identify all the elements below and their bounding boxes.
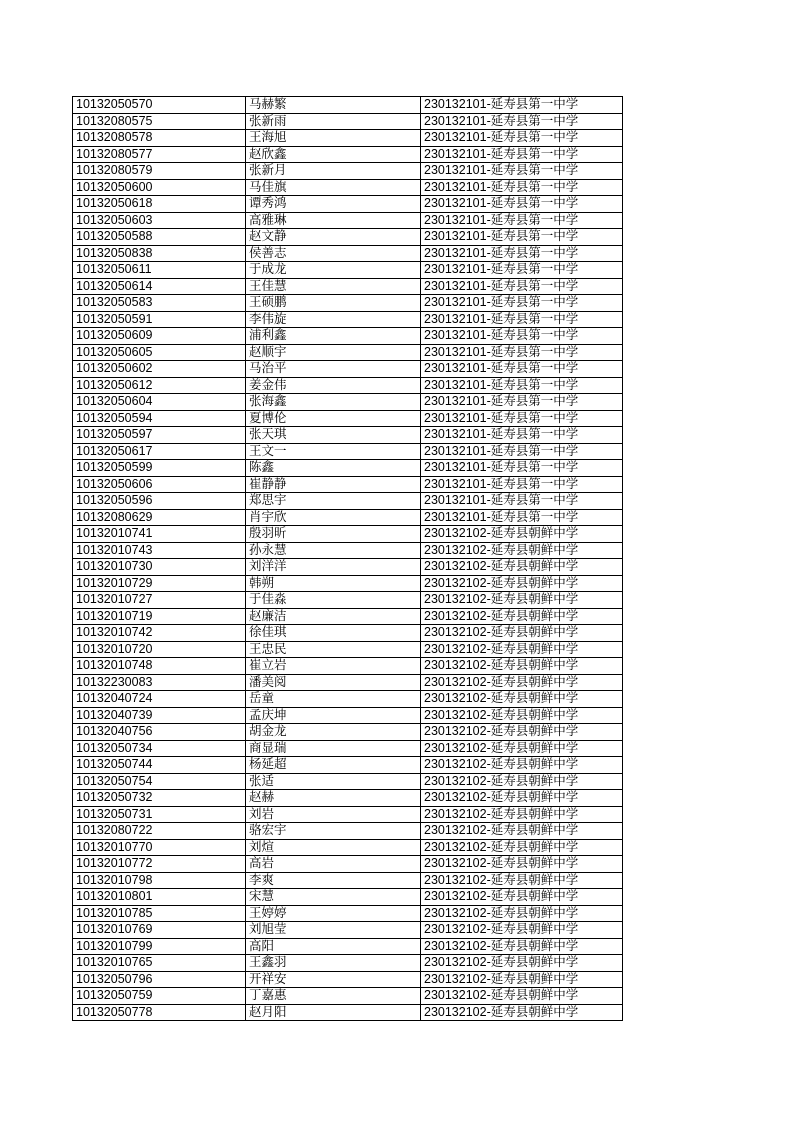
student-name-cell: 王文一: [246, 443, 421, 460]
school-cell: 230132102-延寿县朝鲜中学: [421, 526, 623, 543]
student-id-cell: 10132010748: [73, 658, 246, 675]
school-cell: 230132102-延寿县朝鲜中学: [421, 922, 623, 939]
student-name-cell: 殷羽昕: [246, 526, 421, 543]
student-id-cell: 10132050744: [73, 757, 246, 774]
student-id-cell: 10132050759: [73, 988, 246, 1005]
school-cell: 230132102-延寿县朝鲜中学: [421, 724, 623, 741]
student-name-cell: 肖宇欣: [246, 509, 421, 526]
student-name-cell: 马佳旗: [246, 179, 421, 196]
student-id-cell: 10132010730: [73, 559, 246, 576]
student-id-cell: 10132050594: [73, 410, 246, 427]
school-cell: 230132102-延寿县朝鲜中学: [421, 790, 623, 807]
student-name-cell: 马赫繁: [246, 97, 421, 114]
student-id-cell: 10132010742: [73, 625, 246, 642]
student-id-cell: 10132050732: [73, 790, 246, 807]
table-row: [73, 113, 623, 130]
table-row: [73, 377, 623, 394]
student-id-cell: 10132050612: [73, 377, 246, 394]
student-id-cell: 10132050570: [73, 97, 246, 114]
student-id-cell: 10132050597: [73, 427, 246, 444]
school-cell: 230132102-延寿县朝鲜中学: [421, 592, 623, 609]
roster-body: [73, 97, 623, 1021]
table-row: [73, 509, 623, 526]
student-id-cell: 10132010743: [73, 542, 246, 559]
student-name-cell: 丁嘉惠: [246, 988, 421, 1005]
student-id-cell: 10132080577: [73, 146, 246, 163]
school-cell: 230132102-延寿县朝鲜中学: [421, 674, 623, 691]
school-cell: 230132102-延寿县朝鲜中学: [421, 691, 623, 708]
student-name-cell: 岳童: [246, 691, 421, 708]
student-name-cell: 刘旭莹: [246, 922, 421, 939]
student-id-cell: 10132010769: [73, 922, 246, 939]
student-name-cell: 崔立岩: [246, 658, 421, 675]
student-id-cell: 10132050796: [73, 971, 246, 988]
table-row: [73, 922, 623, 939]
student-id-cell: 10132050603: [73, 212, 246, 229]
school-cell: 230132101-延寿县第一中学: [421, 229, 623, 246]
student-name-cell: 王婷婷: [246, 905, 421, 922]
student-name-cell: 谭秀鸿: [246, 196, 421, 213]
table-row: [73, 493, 623, 510]
table-row: [73, 740, 623, 757]
table-row: [73, 427, 623, 444]
table-row: [73, 707, 623, 724]
student-id-cell: 10132080722: [73, 823, 246, 840]
student-id-cell: 10132230083: [73, 674, 246, 691]
school-cell: 230132101-延寿县第一中学: [421, 509, 623, 526]
student-name-cell: 杨延超: [246, 757, 421, 774]
school-cell: 230132102-延寿县朝鲜中学: [421, 872, 623, 889]
student-id-cell: 10132080629: [73, 509, 246, 526]
student-name-cell: 张新雨: [246, 113, 421, 130]
table-row: [73, 856, 623, 873]
student-id-cell: 10132010770: [73, 839, 246, 856]
table-row: [73, 757, 623, 774]
school-cell: 230132102-延寿县朝鲜中学: [421, 575, 623, 592]
school-cell: 230132101-延寿县第一中学: [421, 361, 623, 378]
student-name-cell: 韩朔: [246, 575, 421, 592]
student-id-cell: 10132050734: [73, 740, 246, 757]
school-cell: 230132101-延寿县第一中学: [421, 328, 623, 345]
school-cell: 230132101-延寿县第一中学: [421, 130, 623, 147]
table-row: [73, 262, 623, 279]
table-row: [73, 823, 623, 840]
school-cell: 230132102-延寿县朝鲜中学: [421, 988, 623, 1005]
student-id-cell: 10132010727: [73, 592, 246, 609]
student-name-cell: 开祥安: [246, 971, 421, 988]
table-row: [73, 691, 623, 708]
student-id-cell: 10132010798: [73, 872, 246, 889]
student-id-cell: 10132010772: [73, 856, 246, 873]
table-row: [73, 278, 623, 295]
student-name-cell: 王忠民: [246, 641, 421, 658]
school-cell: 230132101-延寿县第一中学: [421, 493, 623, 510]
student-name-cell: 浦利鑫: [246, 328, 421, 345]
student-name-cell: 刘煊: [246, 839, 421, 856]
student-id-cell: 10132010765: [73, 955, 246, 972]
table-row: [73, 179, 623, 196]
student-id-cell: 10132050583: [73, 295, 246, 312]
school-cell: 230132102-延寿县朝鲜中学: [421, 658, 623, 675]
school-cell: 230132102-延寿县朝鲜中学: [421, 938, 623, 955]
school-cell: 230132101-延寿县第一中学: [421, 163, 623, 180]
table-row: [73, 245, 623, 262]
student-id-cell: 10132050614: [73, 278, 246, 295]
student-id-cell: 10132050591: [73, 311, 246, 328]
school-cell: 230132102-延寿县朝鲜中学: [421, 955, 623, 972]
table-row: [73, 212, 623, 229]
student-id-cell: 10132010729: [73, 575, 246, 592]
student-name-cell: 于成龙: [246, 262, 421, 279]
student-name-cell: 张天琪: [246, 427, 421, 444]
school-cell: 230132101-延寿县第一中学: [421, 476, 623, 493]
table-row: [73, 575, 623, 592]
table-row: [73, 229, 623, 246]
school-cell: 230132101-延寿县第一中学: [421, 179, 623, 196]
school-cell: 230132102-延寿县朝鲜中学: [421, 971, 623, 988]
table-row: [73, 971, 623, 988]
student-id-cell: 10132040739: [73, 707, 246, 724]
table-row: [73, 905, 623, 922]
student-name-cell: 王硕鹏: [246, 295, 421, 312]
student-name-cell: 刘洋洋: [246, 559, 421, 576]
student-name-cell: 赵欣鑫: [246, 146, 421, 163]
table-row: [73, 295, 623, 312]
student-name-cell: 郑思宇: [246, 493, 421, 510]
student-name-cell: 侯善志: [246, 245, 421, 262]
school-cell: 230132102-延寿县朝鲜中学: [421, 856, 623, 873]
student-id-cell: 10132050731: [73, 806, 246, 823]
student-id-cell: 10132010801: [73, 889, 246, 906]
student-name-cell: 胡金龙: [246, 724, 421, 741]
student-name-cell: 张新月: [246, 163, 421, 180]
table-row: [73, 410, 623, 427]
table-row: [73, 839, 623, 856]
student-id-cell: 10132050611: [73, 262, 246, 279]
table-row: [73, 658, 623, 675]
student-id-cell: 10132010741: [73, 526, 246, 543]
table-row: [73, 443, 623, 460]
table-row: [73, 196, 623, 213]
student-id-cell: 10132050596: [73, 493, 246, 510]
student-id-cell: 10132050599: [73, 460, 246, 477]
school-cell: 230132102-延寿县朝鲜中学: [421, 1004, 623, 1021]
student-name-cell: 张海鑫: [246, 394, 421, 411]
school-cell: 230132102-延寿县朝鲜中学: [421, 625, 623, 642]
school-cell: 230132101-延寿县第一中学: [421, 410, 623, 427]
table-row: [73, 1004, 623, 1021]
school-cell: 230132101-延寿县第一中学: [421, 113, 623, 130]
school-cell: 230132101-延寿县第一中学: [421, 97, 623, 114]
student-name-cell: 马治平: [246, 361, 421, 378]
student-name-cell: 高雅琳: [246, 212, 421, 229]
school-cell: 230132101-延寿县第一中学: [421, 344, 623, 361]
table-row: [73, 592, 623, 609]
school-cell: 230132102-延寿县朝鲜中学: [421, 823, 623, 840]
student-id-cell: 10132050609: [73, 328, 246, 345]
student-id-cell: 10132050778: [73, 1004, 246, 1021]
student-name-cell: 陈鑫: [246, 460, 421, 477]
school-cell: 230132101-延寿县第一中学: [421, 377, 623, 394]
student-id-cell: 10132010720: [73, 641, 246, 658]
school-cell: 230132101-延寿县第一中学: [421, 427, 623, 444]
school-cell: 230132102-延寿县朝鲜中学: [421, 839, 623, 856]
school-cell: 230132101-延寿县第一中学: [421, 196, 623, 213]
student-id-cell: 10132050606: [73, 476, 246, 493]
table-row: [73, 328, 623, 345]
table-row: [73, 625, 623, 642]
student-name-cell: 李伟旋: [246, 311, 421, 328]
table-row: [73, 163, 623, 180]
table-row: [73, 542, 623, 559]
school-cell: 230132102-延寿县朝鲜中学: [421, 641, 623, 658]
school-cell: 230132102-延寿县朝鲜中学: [421, 608, 623, 625]
student-id-cell: 10132010719: [73, 608, 246, 625]
school-cell: 230132102-延寿县朝鲜中学: [421, 559, 623, 576]
table-row: [73, 938, 623, 955]
student-name-cell: 高岩: [246, 856, 421, 873]
student-name-cell: 赵文静: [246, 229, 421, 246]
roster-table: [72, 96, 623, 1021]
student-name-cell: 张适: [246, 773, 421, 790]
student-name-cell: 孙永慧: [246, 542, 421, 559]
table-row: [73, 608, 623, 625]
student-name-cell: 姜金伟: [246, 377, 421, 394]
student-id-cell: 10132050617: [73, 443, 246, 460]
school-cell: 230132102-延寿县朝鲜中学: [421, 773, 623, 790]
student-name-cell: 赵顺宇: [246, 344, 421, 361]
table-row: [73, 460, 623, 477]
student-name-cell: 王佳慧: [246, 278, 421, 295]
student-id-cell: 10132050754: [73, 773, 246, 790]
student-id-cell: 10132080578: [73, 130, 246, 147]
school-cell: 230132102-延寿县朝鲜中学: [421, 806, 623, 823]
table-row: [73, 311, 623, 328]
student-name-cell: 于佳淼: [246, 592, 421, 609]
table-row: [73, 526, 623, 543]
table-row: [73, 97, 623, 114]
table-row: [73, 146, 623, 163]
table-row: [73, 773, 623, 790]
school-cell: 230132101-延寿县第一中学: [421, 262, 623, 279]
student-id-cell: 10132050838: [73, 245, 246, 262]
school-cell: 230132101-延寿县第一中学: [421, 278, 623, 295]
student-name-cell: 骆宏宇: [246, 823, 421, 840]
student-id-cell: 10132040724: [73, 691, 246, 708]
school-cell: 230132101-延寿县第一中学: [421, 295, 623, 312]
table-row: [73, 130, 623, 147]
student-id-cell: 10132050604: [73, 394, 246, 411]
school-cell: 230132101-延寿县第一中学: [421, 443, 623, 460]
table-row: [73, 559, 623, 576]
school-cell: 230132102-延寿县朝鲜中学: [421, 542, 623, 559]
school-cell: 230132101-延寿县第一中学: [421, 245, 623, 262]
student-id-cell: 10132080579: [73, 163, 246, 180]
student-name-cell: 赵月阳: [246, 1004, 421, 1021]
student-id-cell: 10132040756: [73, 724, 246, 741]
student-name-cell: 潘美阅: [246, 674, 421, 691]
student-name-cell: 赵廉洁: [246, 608, 421, 625]
table-row: [73, 674, 623, 691]
student-name-cell: 高阳: [246, 938, 421, 955]
school-cell: 230132101-延寿县第一中学: [421, 212, 623, 229]
student-id-cell: 10132010799: [73, 938, 246, 955]
student-name-cell: 崔静静: [246, 476, 421, 493]
school-cell: 230132101-延寿县第一中学: [421, 394, 623, 411]
student-name-cell: 夏博伦: [246, 410, 421, 427]
table-row: [73, 955, 623, 972]
table-row: [73, 988, 623, 1005]
student-name-cell: 孟庆坤: [246, 707, 421, 724]
table-row: [73, 361, 623, 378]
student-id-cell: 10132050600: [73, 179, 246, 196]
student-name-cell: 徐佳琪: [246, 625, 421, 642]
table-row: [73, 790, 623, 807]
student-name-cell: 商显瑞: [246, 740, 421, 757]
table-row: [73, 889, 623, 906]
student-id-cell: 10132050588: [73, 229, 246, 246]
table-row: [73, 344, 623, 361]
table-row: [73, 641, 623, 658]
table-row: [73, 394, 623, 411]
student-name-cell: 王鑫羽: [246, 955, 421, 972]
school-cell: 230132101-延寿县第一中学: [421, 311, 623, 328]
school-cell: 230132102-延寿县朝鲜中学: [421, 740, 623, 757]
student-name-cell: 王海旭: [246, 130, 421, 147]
school-cell: 230132102-延寿县朝鲜中学: [421, 757, 623, 774]
student-name-cell: 赵赫: [246, 790, 421, 807]
student-id-cell: 10132050602: [73, 361, 246, 378]
student-id-cell: 10132080575: [73, 113, 246, 130]
table-row: [73, 872, 623, 889]
school-cell: 230132102-延寿县朝鲜中学: [421, 889, 623, 906]
student-name-cell: 宋慧: [246, 889, 421, 906]
school-cell: 230132102-延寿县朝鲜中学: [421, 905, 623, 922]
table-row: [73, 724, 623, 741]
table-row: [73, 476, 623, 493]
student-id-cell: 10132050618: [73, 196, 246, 213]
student-id-cell: 10132050605: [73, 344, 246, 361]
student-name-cell: 刘岩: [246, 806, 421, 823]
table-row: [73, 806, 623, 823]
student-name-cell: 李爽: [246, 872, 421, 889]
school-cell: 230132101-延寿县第一中学: [421, 460, 623, 477]
school-cell: 230132101-延寿县第一中学: [421, 146, 623, 163]
student-id-cell: 10132010785: [73, 905, 246, 922]
school-cell: 230132102-延寿县朝鲜中学: [421, 707, 623, 724]
